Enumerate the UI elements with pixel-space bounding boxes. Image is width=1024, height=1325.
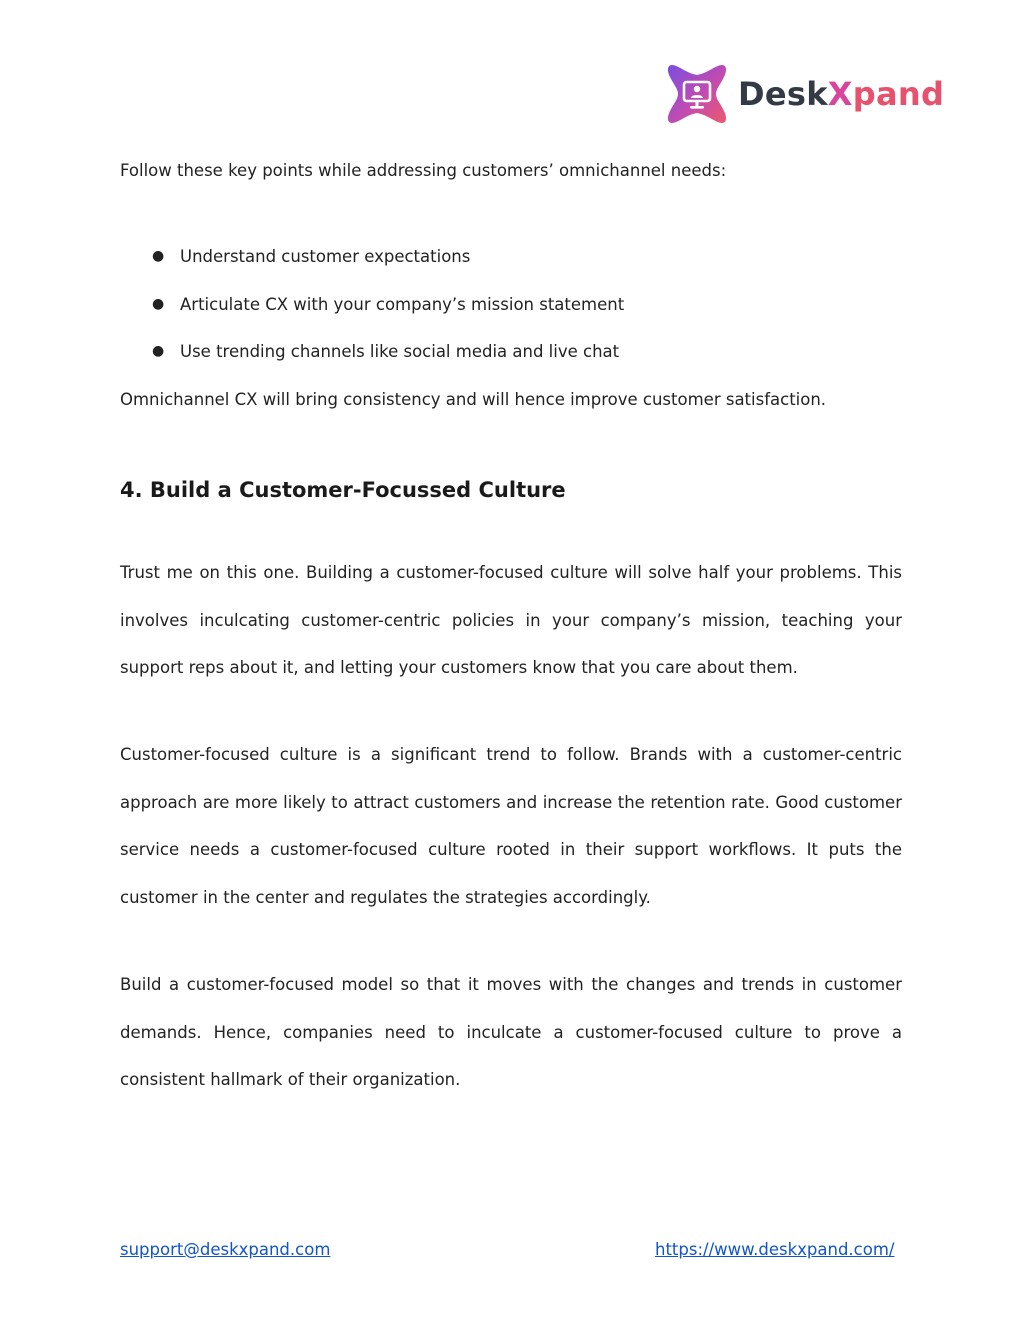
bullet-icon: ●: [152, 248, 165, 264]
body-paragraph: Trust me on this one. Building a customer-focused culture will solve half your problems. This involves inculcating customer-centric policies in your company’s mission, teaching your support reps about it, and letting your customers know that you care about them.: [120, 563, 902, 678]
deskxpand-logo-icon: [664, 61, 730, 127]
intro-paragraph: Follow these key points while addressing customers’ omnichannel needs:: [120, 161, 727, 180]
body-paragraph: Customer-focused culture is a significant trend to follow. Brands with a customer-centric approach are more likely to attract customers and increase the retention rate. Good customer service needs a customer-focused culture rooted in their support workflows. It puts the customer in the center and regulates the strategies accordingly.: [120, 745, 902, 908]
logo-text-pand: pand: [852, 75, 945, 113]
list-item: [120, 233, 902, 281]
bullet-icon: ●: [152, 295, 165, 312]
website-link[interactable]: https://www.deskxpand.com/: [655, 1240, 895, 1259]
summary-paragraph: Omnichannel CX will bring consistency and will hence improve customer satisfaction.: [120, 390, 827, 409]
bullet-icon: ●: [152, 343, 165, 360]
deskxpand-logo: [664, 60, 944, 128]
body-paragraph: Build a customer-focused model so that it moves with the changes and trends in customer demands. Hence, companies need to inculcate a customer-focused culture to prove a consistent hallmark of their organization.: [120, 975, 902, 1090]
key-points-list: [120, 233, 902, 376]
list-item-text: Use trending channels like social media and live chat: [180, 342, 620, 362]
logo-wordmark: [738, 75, 944, 113]
support-email-link[interactable]: support@deskxpand.com: [120, 1240, 331, 1259]
list-item: [120, 328, 902, 376]
logo-text-x: X: [827, 75, 853, 113]
list-item-text: Articulate CX with your company’s mission statement: [180, 294, 625, 314]
logo-text-desk: Desk: [738, 75, 828, 113]
list-item: [120, 281, 902, 329]
list-item-text: Understand customer expectations: [180, 247, 471, 266]
section-heading: 4. Build a Customer-Focussed Culture: [120, 478, 566, 502]
